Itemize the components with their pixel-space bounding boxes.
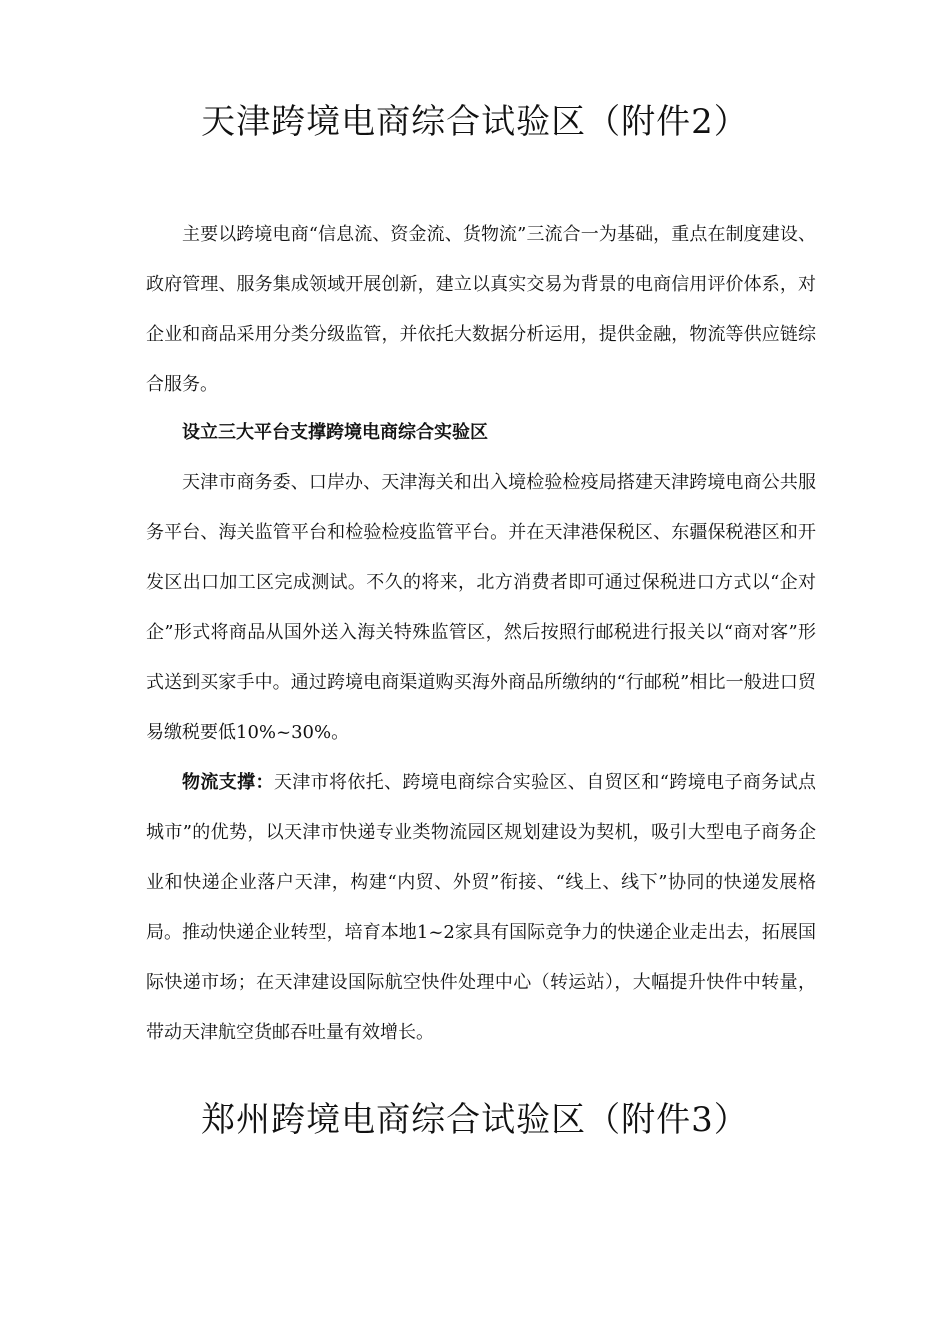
document-title-zhengzhou: 郑州跨境电商综合试验区（附件3） <box>201 1100 749 1140</box>
intro-paragraph: 主要以跨境电商“信息流、资金流、货物流”三流合一为基础，重点在制度建设、政府管理、服务集成领域开展创新，建立以真实交易为背景的电商信用评价体系，对企业和商品采用分类分级监管，并依托大数据分析运用，提供金融，物流等供应链综合服务。 <box>146 224 816 395</box>
section-heading-platforms: 设立三大平台支撑跨境电商综合实验区 <box>182 422 488 443</box>
logistics-lead-label: 物流支撑： <box>182 772 274 793</box>
logistics-paragraph <box>146 758 816 1058</box>
logistics-paragraph-text: 天津市将依托、跨境电商综合实验区、自贸区和“跨境电子商务试点城市”的优势，以天津市快递专业类物流园区规划建设为契机，吸引大型电子商务企业和快递企业落户天津，构建“内贸、外贸”衔接、“线上、线下”协同的快递发展格局。推动快递企业转型，培育本地1~2家具有国际竞争力的快递企业走出去，拓展国际快递市场；在天津建设国际航空快件处理中心（转运站），大幅提升快件中转量，带动天津航空货邮吞吐量有效增长。 <box>146 772 817 1043</box>
document-title-tianjin: 天津跨境电商综合试验区（附件2） <box>201 102 749 142</box>
platform-paragraph: 天津市商务委、口岸办、天津海关和出入境检验检疫局搭建天津跨境电商公共服务平台、海关监管平台和检验检疫监管平台。并在天津港保税区、东疆保税港区和开发区出口加工区完成测试。不久的将来，北方消费者即可通过保税进口方式以“企对企”形式将商品从国外送入海关特殊监管区，然后按照行邮税进行报关以“商对客”形式送到买家手中。通过跨境电商渠道购买海外商品所缴纳的“行邮税”相比一般进口贸易缴税要低10%~30%。 <box>146 472 816 743</box>
